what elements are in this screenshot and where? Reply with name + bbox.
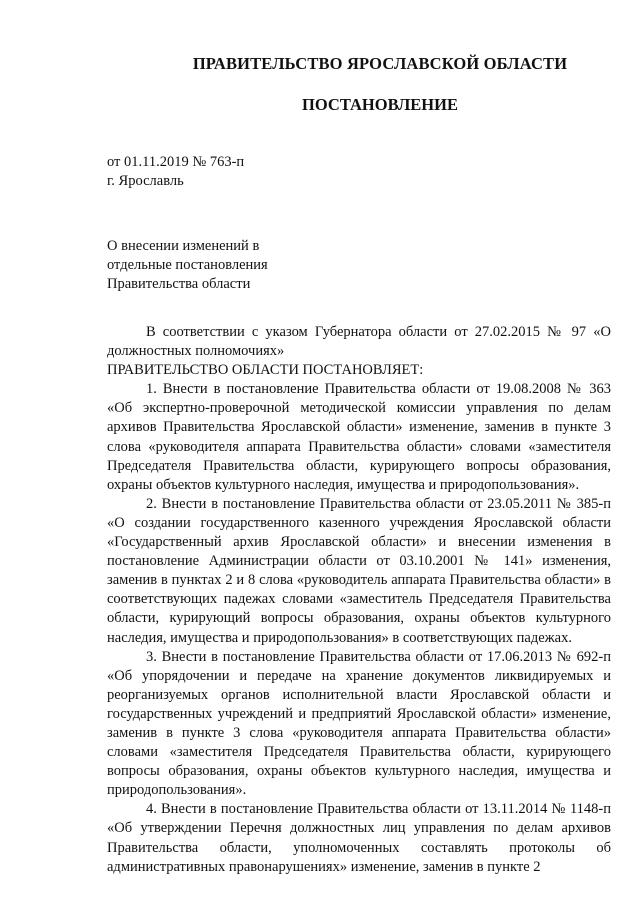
document-subject <box>107 237 268 294</box>
city: г. Ярославль <box>107 173 184 189</box>
subject-line-1: О внесении изменений в <box>107 238 260 254</box>
paragraph-item-3: 3. Внести в постановление Правительства области от 17.06.2013 № 692-п «Об упорядочении и передаче на хранение документов ликвидируемых и реорганизуемых органов исполнительной власти Ярославской области и государственных учреждений и предприятий Ярославской области» изменение, заменив в пункте 3 слова «руководителя аппарата Правительства области» словами «заместителя Председателя Правительства области, курирующего вопросы образования, охраны объектов культурного наследия, имущества и природопользования». <box>107 648 611 799</box>
paragraph-item-2: 2. Внести в постановление Правительства области от 23.05.2011 № 385-п «О создании государственного казенного учреждения Ярославской области «Государственный архив Ярославской области» и внесении изменения в постановление Администрации области от 03.10.2001 № 141» изменения, заменив в пунктах 2 и 8 слова «руководитель аппарата Правительства области» в соответствующих падежах словами «заместитель Председателя Правительства области, курирующий вопросы образования, охраны объектов культурного наследия, имущества и природопользования» в соответствующих падежах. <box>107 495 611 646</box>
document-type: ПОСТАНОВЛЕНИЕ <box>302 95 458 114</box>
subject-line-2: отдельные постановления <box>107 257 268 273</box>
document-body <box>107 323 611 877</box>
paragraph-item-1: 1. Внести в постановление Правительства области от 19.08.2008 № 363 «Об экспертно-проверочной методической комиссии управления по делам архивов Правительства Ярославской области» изменение, заменив в пункте 3 слова «руководителя аппарата Правительства области» словами «заместителя Председателя Правительства области, курирующего вопросы образования, охраны объектов культурного наследия, имущества и природопользования». <box>107 381 611 493</box>
subject-line-3: Правительства области <box>107 276 251 292</box>
government-title: ПРАВИТЕЛЬСТВО ЯРОСЛАВСКОЙ ОБЛАСТИ <box>192 54 568 73</box>
decree-statement: ПРАВИТЕЛЬСТВО ОБЛАСТИ ПОСТАНОВЛЯЕТ: <box>107 362 424 379</box>
document-meta <box>107 153 244 191</box>
paragraph-item-4: 4. Внести в постановление Правительства области от 13.11.2014 № 1148-п «Об утверждении Перечня должностных лиц управления по делам архивов Правительства области, уполномоченных составлять протоколы об административных правонарушениях» изменение, заменив в пункте 2 <box>107 801 611 875</box>
date-number: от 01.11.2019 № 763-п <box>107 154 245 170</box>
preamble: В соответствии с указом Губернатора области от 27.02.2015 № 97 «О должностных полномочиях» <box>107 324 611 360</box>
